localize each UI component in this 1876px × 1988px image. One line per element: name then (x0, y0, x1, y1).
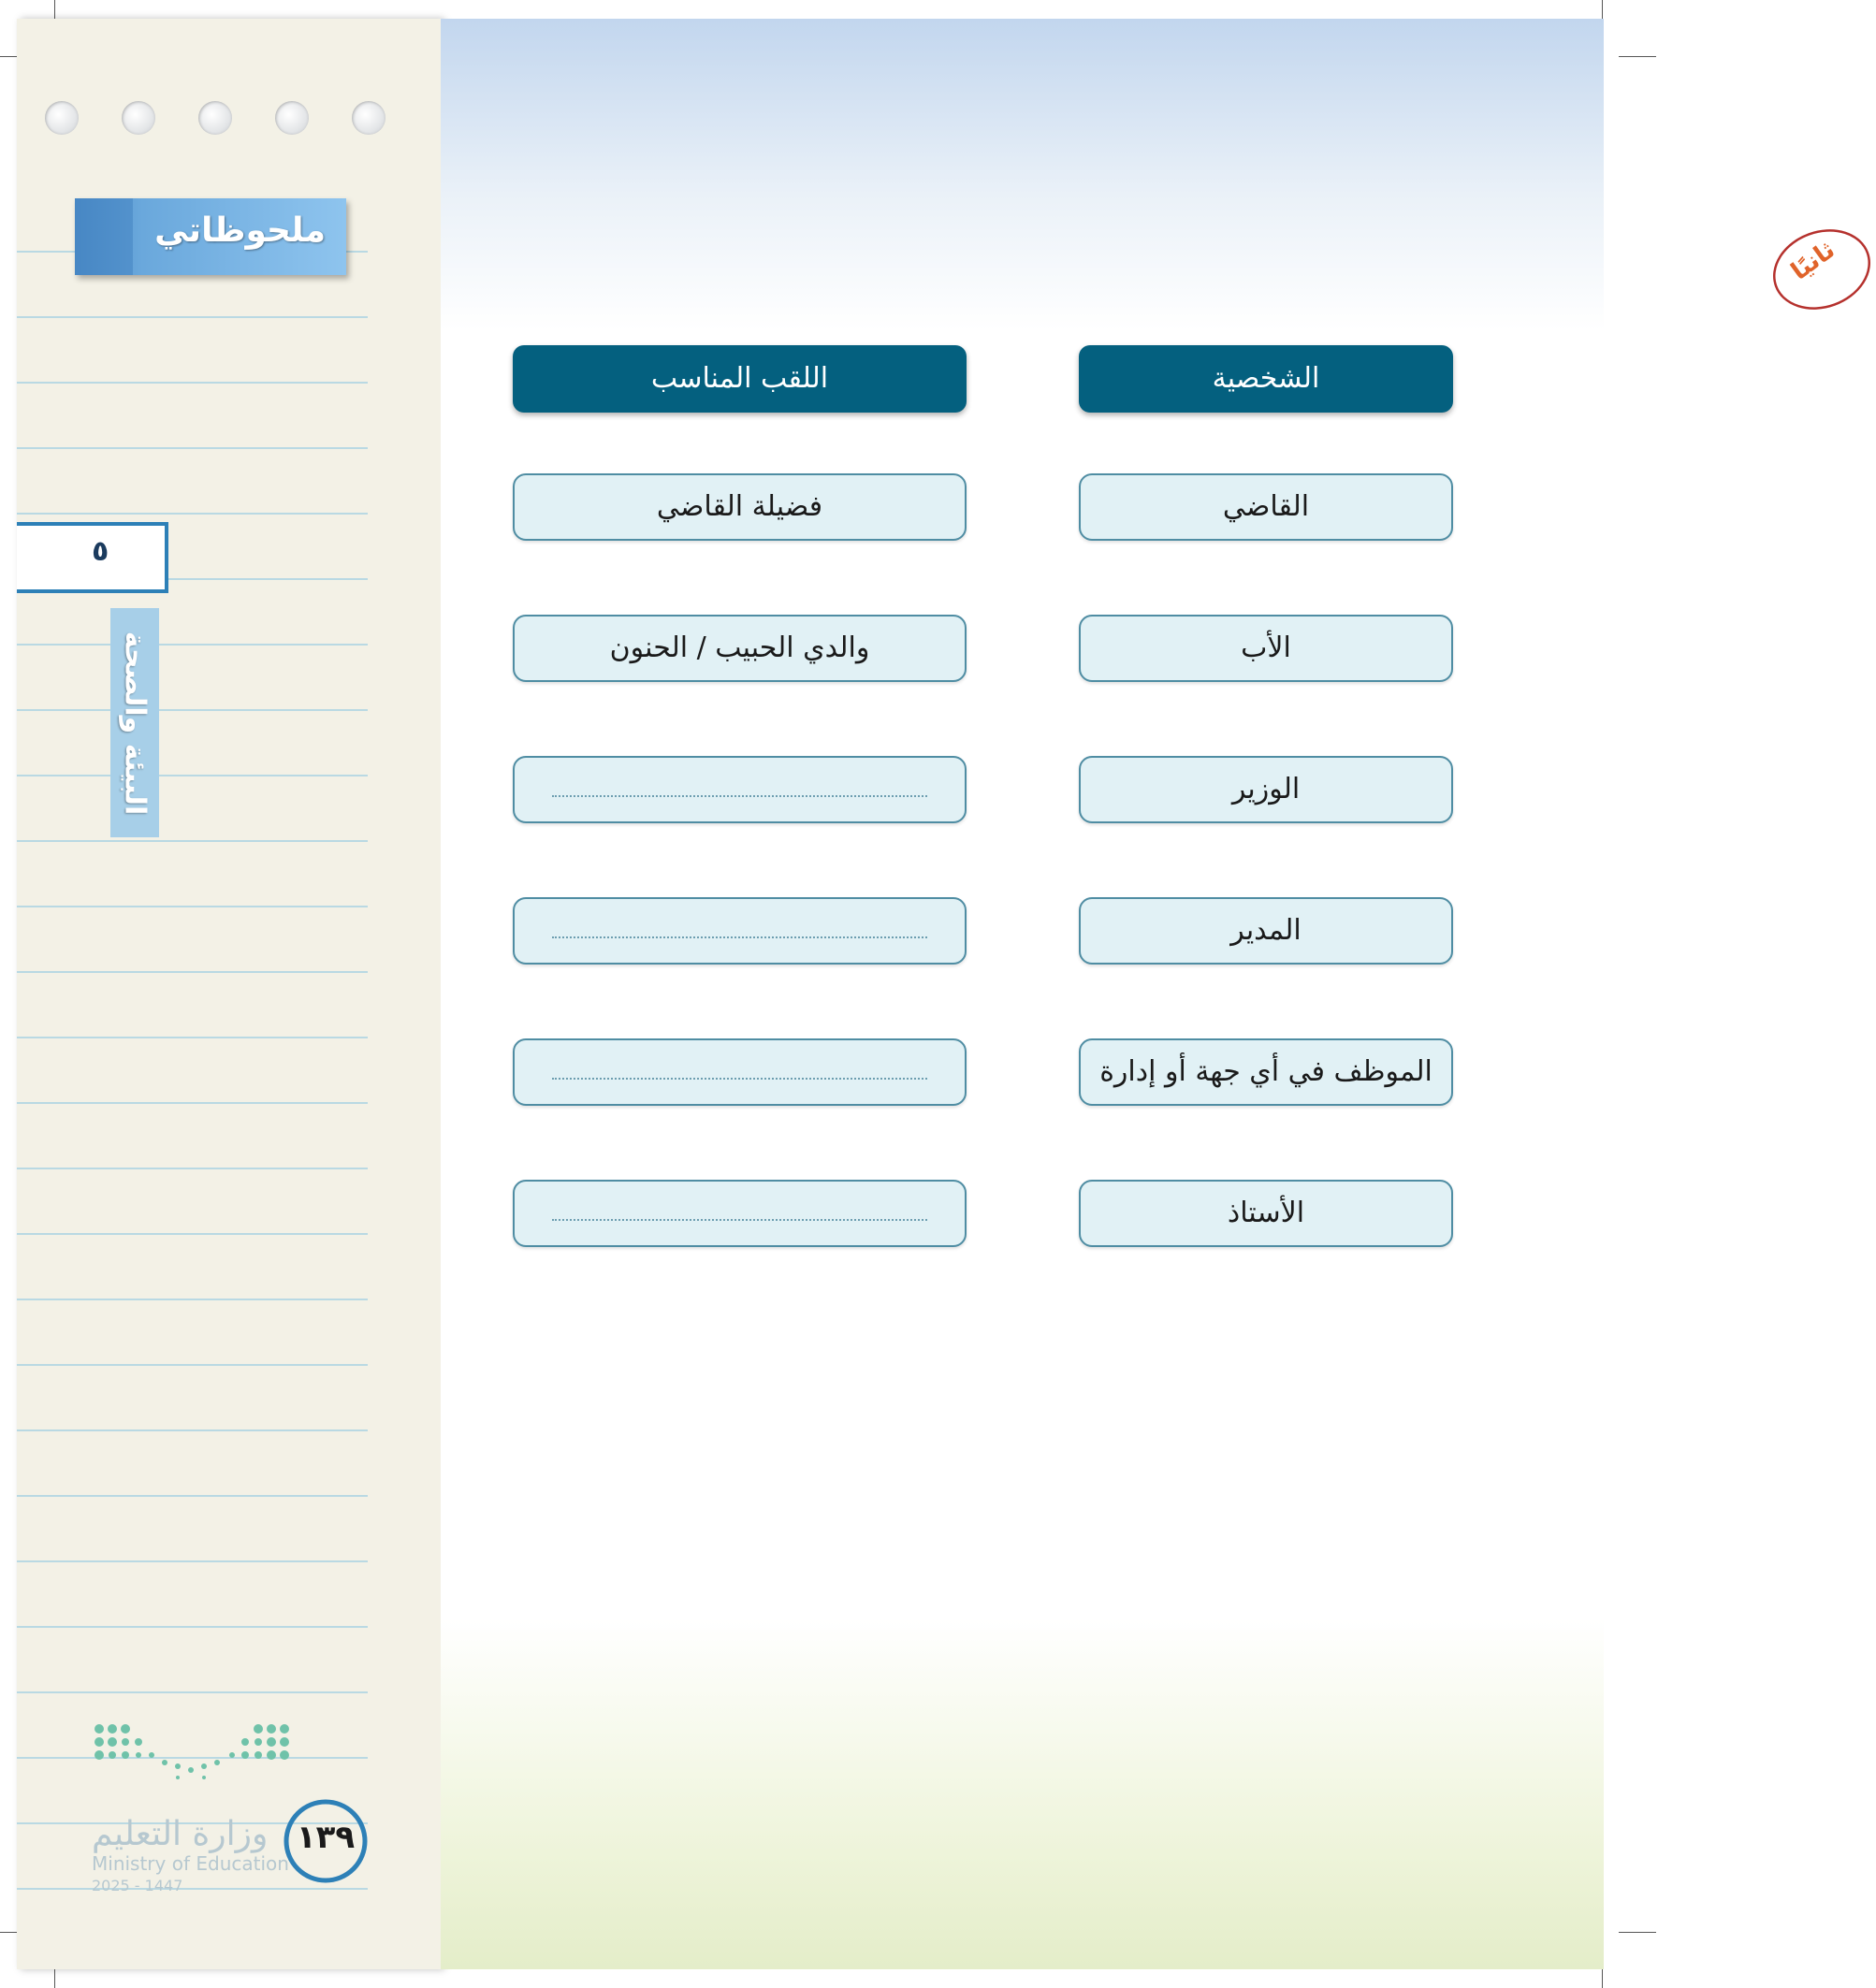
character-cell: المدير (1079, 897, 1453, 965)
dotted-answer-line (552, 1078, 927, 1080)
ruled-line (17, 1626, 368, 1628)
character-cell: القاضي (1079, 473, 1453, 541)
unit-title: البيئة والصحة (118, 631, 152, 815)
main-content (441, 19, 1840, 1969)
notes-sidebar (17, 19, 441, 1969)
ruled-line (17, 1364, 368, 1366)
binder-hole (122, 101, 155, 135)
ruled-line (17, 1037, 368, 1038)
ministry-name-ar: وزارة التعليم (92, 1815, 269, 1853)
unit-title-ribbon (110, 608, 159, 837)
ruled-line (17, 840, 368, 842)
title-answer-field[interactable] (513, 756, 967, 823)
ruled-line (17, 644, 368, 646)
crop-mark (1619, 1932, 1656, 1933)
ministry-year: 2025 - 1447 (92, 1877, 183, 1894)
ruled-line (17, 1560, 368, 1562)
ruled-line (17, 709, 368, 711)
page-number-badge (281, 1796, 371, 1886)
binder-hole (198, 101, 232, 135)
ruled-line (17, 775, 368, 776)
ruled-line (17, 1691, 368, 1693)
ruled-line (17, 316, 368, 318)
dotted-answer-line (552, 1219, 927, 1221)
title-cell[interactable]: والدي الحبيب / الحنون (513, 615, 967, 682)
title-answer-field[interactable] (513, 1180, 967, 1247)
character-cell: الأستاذ (1079, 1180, 1453, 1247)
notes-tab-stripe (75, 198, 133, 275)
section-stamp (1767, 226, 1876, 312)
header-character: الشخصية (1079, 345, 1453, 413)
ruled-line (17, 1102, 368, 1104)
ruled-line (17, 513, 368, 515)
ruled-line (17, 1299, 368, 1300)
notes-title: ملحوظاتي (154, 211, 326, 250)
ruled-line (17, 971, 368, 973)
binder-hole (45, 101, 79, 135)
binder-hole (352, 101, 385, 135)
ruled-line (17, 1168, 368, 1169)
ministry-dots-icon (92, 1721, 293, 1779)
title-answer-field[interactable] (513, 897, 967, 965)
unit-number: ٥ (92, 535, 109, 568)
ruled-line (17, 1233, 368, 1235)
header-title: اللقب المناسب (513, 345, 967, 413)
page-number: ١٣٩ (296, 1819, 356, 1856)
character-cell: الموظف في أي جهة أو إدارة (1079, 1038, 1453, 1106)
dotted-answer-line (552, 795, 927, 797)
character-cell: الوزير (1079, 756, 1453, 823)
crop-mark (1619, 56, 1656, 57)
ministry-logo (92, 1721, 307, 1908)
title-answer-field[interactable] (513, 1038, 967, 1106)
ruled-line (17, 382, 368, 384)
dotted-answer-line (552, 936, 927, 938)
notes-tab (75, 198, 346, 275)
character-cell: الأب (1079, 615, 1453, 682)
ruled-line (17, 1495, 368, 1497)
title-cell[interactable]: فضيلة القاضي (513, 473, 967, 541)
section-label: ثانيًا (1785, 236, 1840, 286)
ministry-name-en: Ministry of Education (92, 1852, 289, 1875)
unit-number-box (17, 522, 168, 593)
ruled-line (17, 1429, 368, 1431)
ruled-line (17, 447, 368, 449)
ruled-line (17, 906, 368, 907)
binder-hole (275, 101, 309, 135)
